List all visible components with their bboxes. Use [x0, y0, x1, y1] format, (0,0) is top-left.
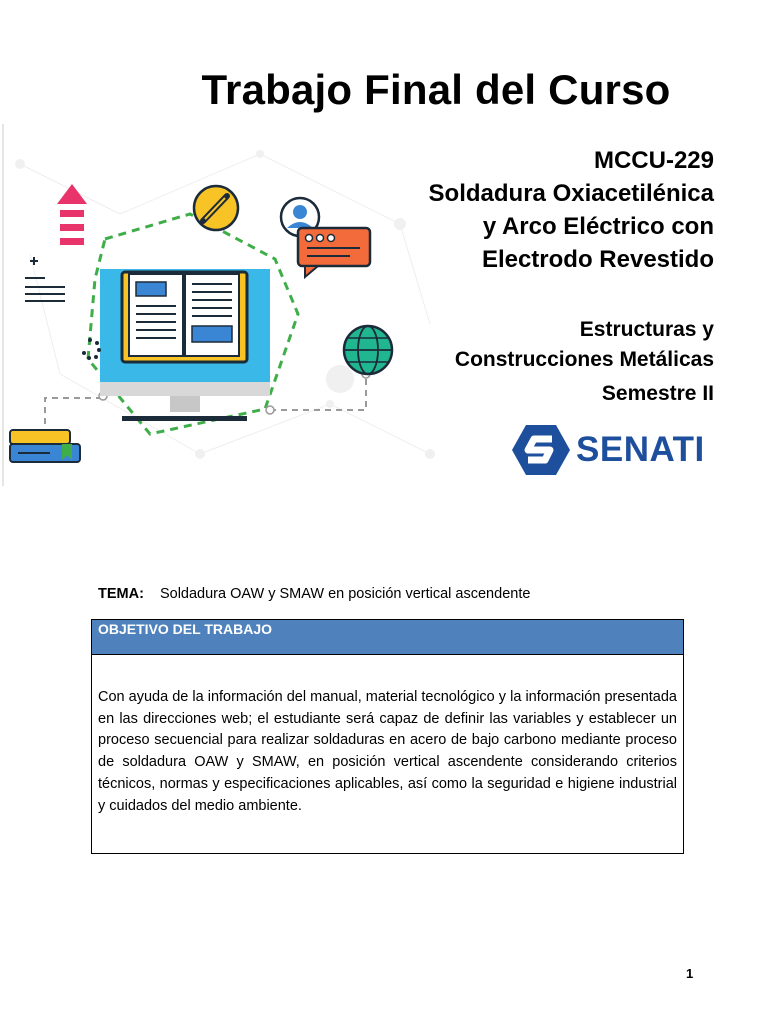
- loading-icon: [82, 338, 101, 360]
- objective-table: [91, 619, 684, 854]
- senati-logo-icon: [512, 424, 570, 476]
- program-line: Estructuras y: [579, 318, 714, 341]
- menu-lines-icon: [25, 257, 65, 301]
- books-stack-icon: [10, 430, 80, 462]
- course-code: MCCU-229: [593, 147, 714, 174]
- program-line: Construcciones Metálicas: [454, 348, 714, 371]
- pencil-icon: [194, 186, 238, 230]
- chat-icon: [298, 228, 370, 277]
- senati-logo-text: SENATI: [576, 430, 705, 469]
- objective-header: OBJETIVO DEL TRABAJO: [92, 620, 683, 655]
- globe-icon: [344, 326, 392, 374]
- program-info: [455, 315, 714, 375]
- course-info: [429, 144, 714, 276]
- page-title: Trabajo Final del Curso: [201, 66, 671, 113]
- tema-value: Soldadura OAW y SMAW en posición vertical ascendente: [159, 586, 531, 602]
- tema-label: TEMA:: [98, 586, 144, 602]
- senati-logo: [512, 420, 712, 480]
- upload-arrow-icon: [57, 184, 87, 245]
- course-name-line: Soldadura Oxiacetilénica: [428, 180, 714, 207]
- objective-text: Con ayuda de la información del manual, material tecnológico y la información presentada en las direcciones web; el estudiante será capaz de definir las variables y establecer un proceso secuencial para realizar soldaduras en acero de bajo carbono mediante proceso de soldadura OAW y SMAW, en posición vertical ascendente considerando criterios técnicos, normas y especificaciones aplicables, así como la seguridad e higiene industrial y cuidados del medio ambiente.: [98, 689, 677, 814]
- semester: Semestre II: [601, 382, 714, 405]
- e-learning-illustration: [0, 124, 440, 486]
- tema-line: [98, 586, 530, 602]
- page-number: 1: [686, 966, 694, 981]
- course-name-line: y Arco Eléctrico con: [482, 213, 714, 240]
- course-name-line: Electrodo Revestido: [481, 246, 714, 273]
